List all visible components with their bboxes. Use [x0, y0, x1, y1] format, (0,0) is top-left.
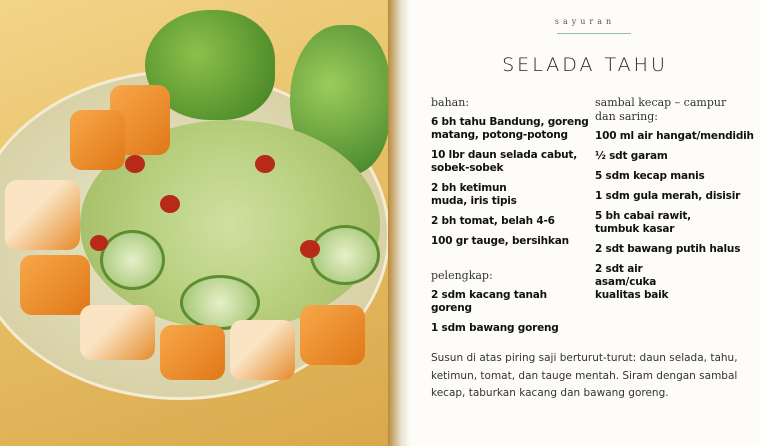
tomato	[300, 240, 320, 258]
ingredient: 2 bh tomat, belah 4-6	[431, 215, 555, 227]
book-spine	[388, 0, 410, 446]
complements-heading: pelengkap:	[431, 269, 493, 282]
instructions: Susun di atas piring saji berturut-turut: daun selada, tahu, ketimun, tomat, dan tauge mentah. Siram dengan sambal kecap, taburkan kacang dan bawang goreng.	[431, 352, 738, 399]
ingredient: 6 bh tahu Bandung, goreng matang, potong-potong	[431, 116, 589, 141]
sauce-ingredient: 5 sdm kecap manis	[595, 170, 705, 182]
tomato	[125, 155, 145, 173]
ingredient: 2 bh ketimun muda, iris tipis	[431, 182, 517, 207]
complement: 2 sdm kacang tanah goreng	[431, 289, 547, 314]
recipe-title: SELADA TAHU	[502, 54, 668, 76]
cucumber	[310, 225, 380, 285]
sauce-ingredient: ½ sdt garam	[595, 150, 668, 162]
sauce-ingredient: 1 sdm gula merah, disisir	[595, 190, 741, 202]
sauce-column	[595, 96, 755, 309]
tomato	[255, 155, 275, 173]
sauce-ingredient: 2 sdt air asam/cuka kualitas baik	[595, 263, 669, 301]
tofu	[160, 325, 225, 380]
tofu	[20, 255, 90, 315]
sauce-ingredient: 2 sdt bawang putih halus	[595, 243, 741, 255]
ingredients-heading: bahan:	[431, 96, 470, 109]
tofu	[80, 305, 155, 360]
sauce-ingredient: 100 ml air hangat/mendidih	[595, 130, 754, 142]
ingredient: 100 gr tauge, bersihkan	[431, 235, 569, 247]
sauce-ingredient: 5 bh cabai rawit, tumbuk kasar	[595, 210, 691, 235]
sauce-heading: sambal kecap – campur dan saring:	[595, 96, 727, 123]
recipe-page	[410, 0, 760, 446]
tofu	[300, 305, 365, 365]
ingredient: 10 lbr daun selada cabut, sobek-sobek	[431, 149, 578, 174]
tofu	[5, 180, 80, 250]
ingredients-column	[431, 96, 591, 342]
tofu	[230, 320, 295, 380]
tomato	[90, 235, 108, 251]
divider	[557, 33, 631, 34]
section-label: sayuran	[554, 17, 616, 26]
cucumber	[100, 230, 165, 290]
tomato	[160, 195, 180, 213]
complement: 1 sdm bawang goreng	[431, 322, 559, 334]
tofu	[70, 110, 125, 170]
